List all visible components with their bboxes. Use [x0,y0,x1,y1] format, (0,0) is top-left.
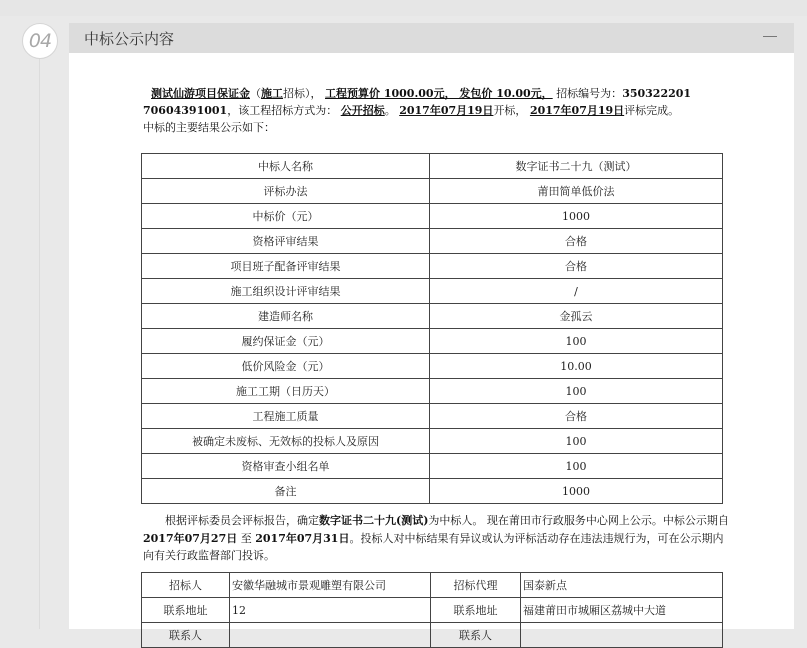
table-row [142,304,723,329]
contact-value [230,623,431,648]
table-row [142,598,723,623]
contact-value: 安徽华融城市景观雕塑有限公司 [230,573,431,598]
result-label: 建造师名称 [142,304,430,329]
result-label: 评标办法 [142,179,430,204]
table-row [142,404,723,429]
contact-value: 国泰新点 [521,573,723,598]
result-label: 中标人名称 [142,154,430,179]
collapse-icon[interactable] [763,31,779,43]
closing-paragraph: 根据评标委员会评标报告，确定数字证书二十九(测试)为中标人。 现在莆田市行政服务中心网上公示。中标公示期自 2017年07月27日 至 2017年07月31日。投标人对中标结果有异议或认为评标活动存在违法违规行为，可在公示期内向有关行政监督部门投诉。 [143,514,729,562]
result-label: 被确定未废标、无效标的投标人及原因 [142,429,430,454]
contact-value [521,623,723,648]
table-row [142,379,723,404]
result-label: 低价风险金（元） [142,354,430,379]
intro-line-2: 70604391001，该工程招标方式为： 公开招标。 2017年07月19日开标， 2017年07月19日评标完成。 [143,104,680,117]
table-row [142,254,723,279]
table-row [142,354,723,379]
table-row [142,329,723,354]
result-label: 施工组织设计评审结果 [142,279,430,304]
result-value: 金孤云 [430,304,723,329]
table-row [142,454,723,479]
table-row [142,154,723,179]
timeline-line [39,52,40,629]
table-row [142,179,723,204]
contact-value: 福建莆田市城厢区荔城中大道 [521,598,723,623]
table-row [142,623,723,648]
table-row [142,479,723,504]
contact-table [141,572,723,648]
result-table [141,153,723,504]
contact-value: 12 [230,598,431,623]
table-row [142,573,723,598]
intro-paragraph [143,85,733,136]
result-value: 100 [430,379,723,404]
intro-lead: 中标的主要结果公示如下： [143,121,275,134]
top-strip [0,0,807,16]
result-value: 1000 [430,479,723,504]
step-number: 04 [28,30,52,52]
contact-label: 联系地址 [142,598,230,623]
result-value: 数字证书二十九（测试） [430,154,723,179]
contact-label: 招标人 [142,573,230,598]
contact-label: 联系人 [431,623,521,648]
table-row [142,229,723,254]
budget-text: 工程预算价 1000.00元， 发包价 10.00元， [325,87,553,100]
publicity-start-date: 2017年07月27日 [143,531,238,545]
result-label: 资格评审结果 [142,229,430,254]
tender-method: 公开招标 [340,104,385,117]
result-label: 履约保证金（元） [142,329,430,354]
eval-date: 2017年07月19日 [529,104,625,117]
result-value: 合格 [430,404,723,429]
result-value: 10.00 [430,354,723,379]
result-value: 1000 [430,204,723,229]
result-value: 100 [430,454,723,479]
section-title: 中标公示内容 [84,29,175,48]
result-label: 项目班子配备评审结果 [142,254,430,279]
result-label: 中标价（元） [142,204,430,229]
result-value: 合格 [430,254,723,279]
result-label: 备注 [142,479,430,504]
table-row [142,204,723,229]
result-value: 100 [430,329,723,354]
result-label: 资格审查小组名单 [142,454,430,479]
section-header[interactable] [69,23,794,53]
step-number-badge [22,23,58,59]
tender-type: 施工 [261,87,283,100]
tender-code-part2: 70604391001 [143,104,228,117]
project-name: 测试仙游项目保证金 [151,87,250,100]
table-row [142,279,723,304]
table-row [142,429,723,454]
open-date: 2017年07月19日 [399,104,494,117]
result-value: / [430,279,723,304]
result-label: 工程施工质量 [142,404,430,429]
tender-code-part1: 350322201 [622,87,692,100]
result-value: 合格 [430,229,723,254]
intro-line-1: 测试仙游项目保证金（施工招标）， 工程预算价 1000.00元， 发包价 10.00元， 招标编号为：350322201 [151,87,692,100]
result-label: 施工工期（日历天） [142,379,430,404]
contact-label: 联系人 [142,623,230,648]
winner-name: 数字证书二十九(测试) [319,514,429,527]
contact-label: 招标代理 [431,573,521,598]
contact-label: 联系地址 [431,598,521,623]
publicity-end-date: 2017年07月31日 [255,531,350,545]
result-value: 莆田简单低价法 [430,179,723,204]
result-value: 100 [430,429,723,454]
